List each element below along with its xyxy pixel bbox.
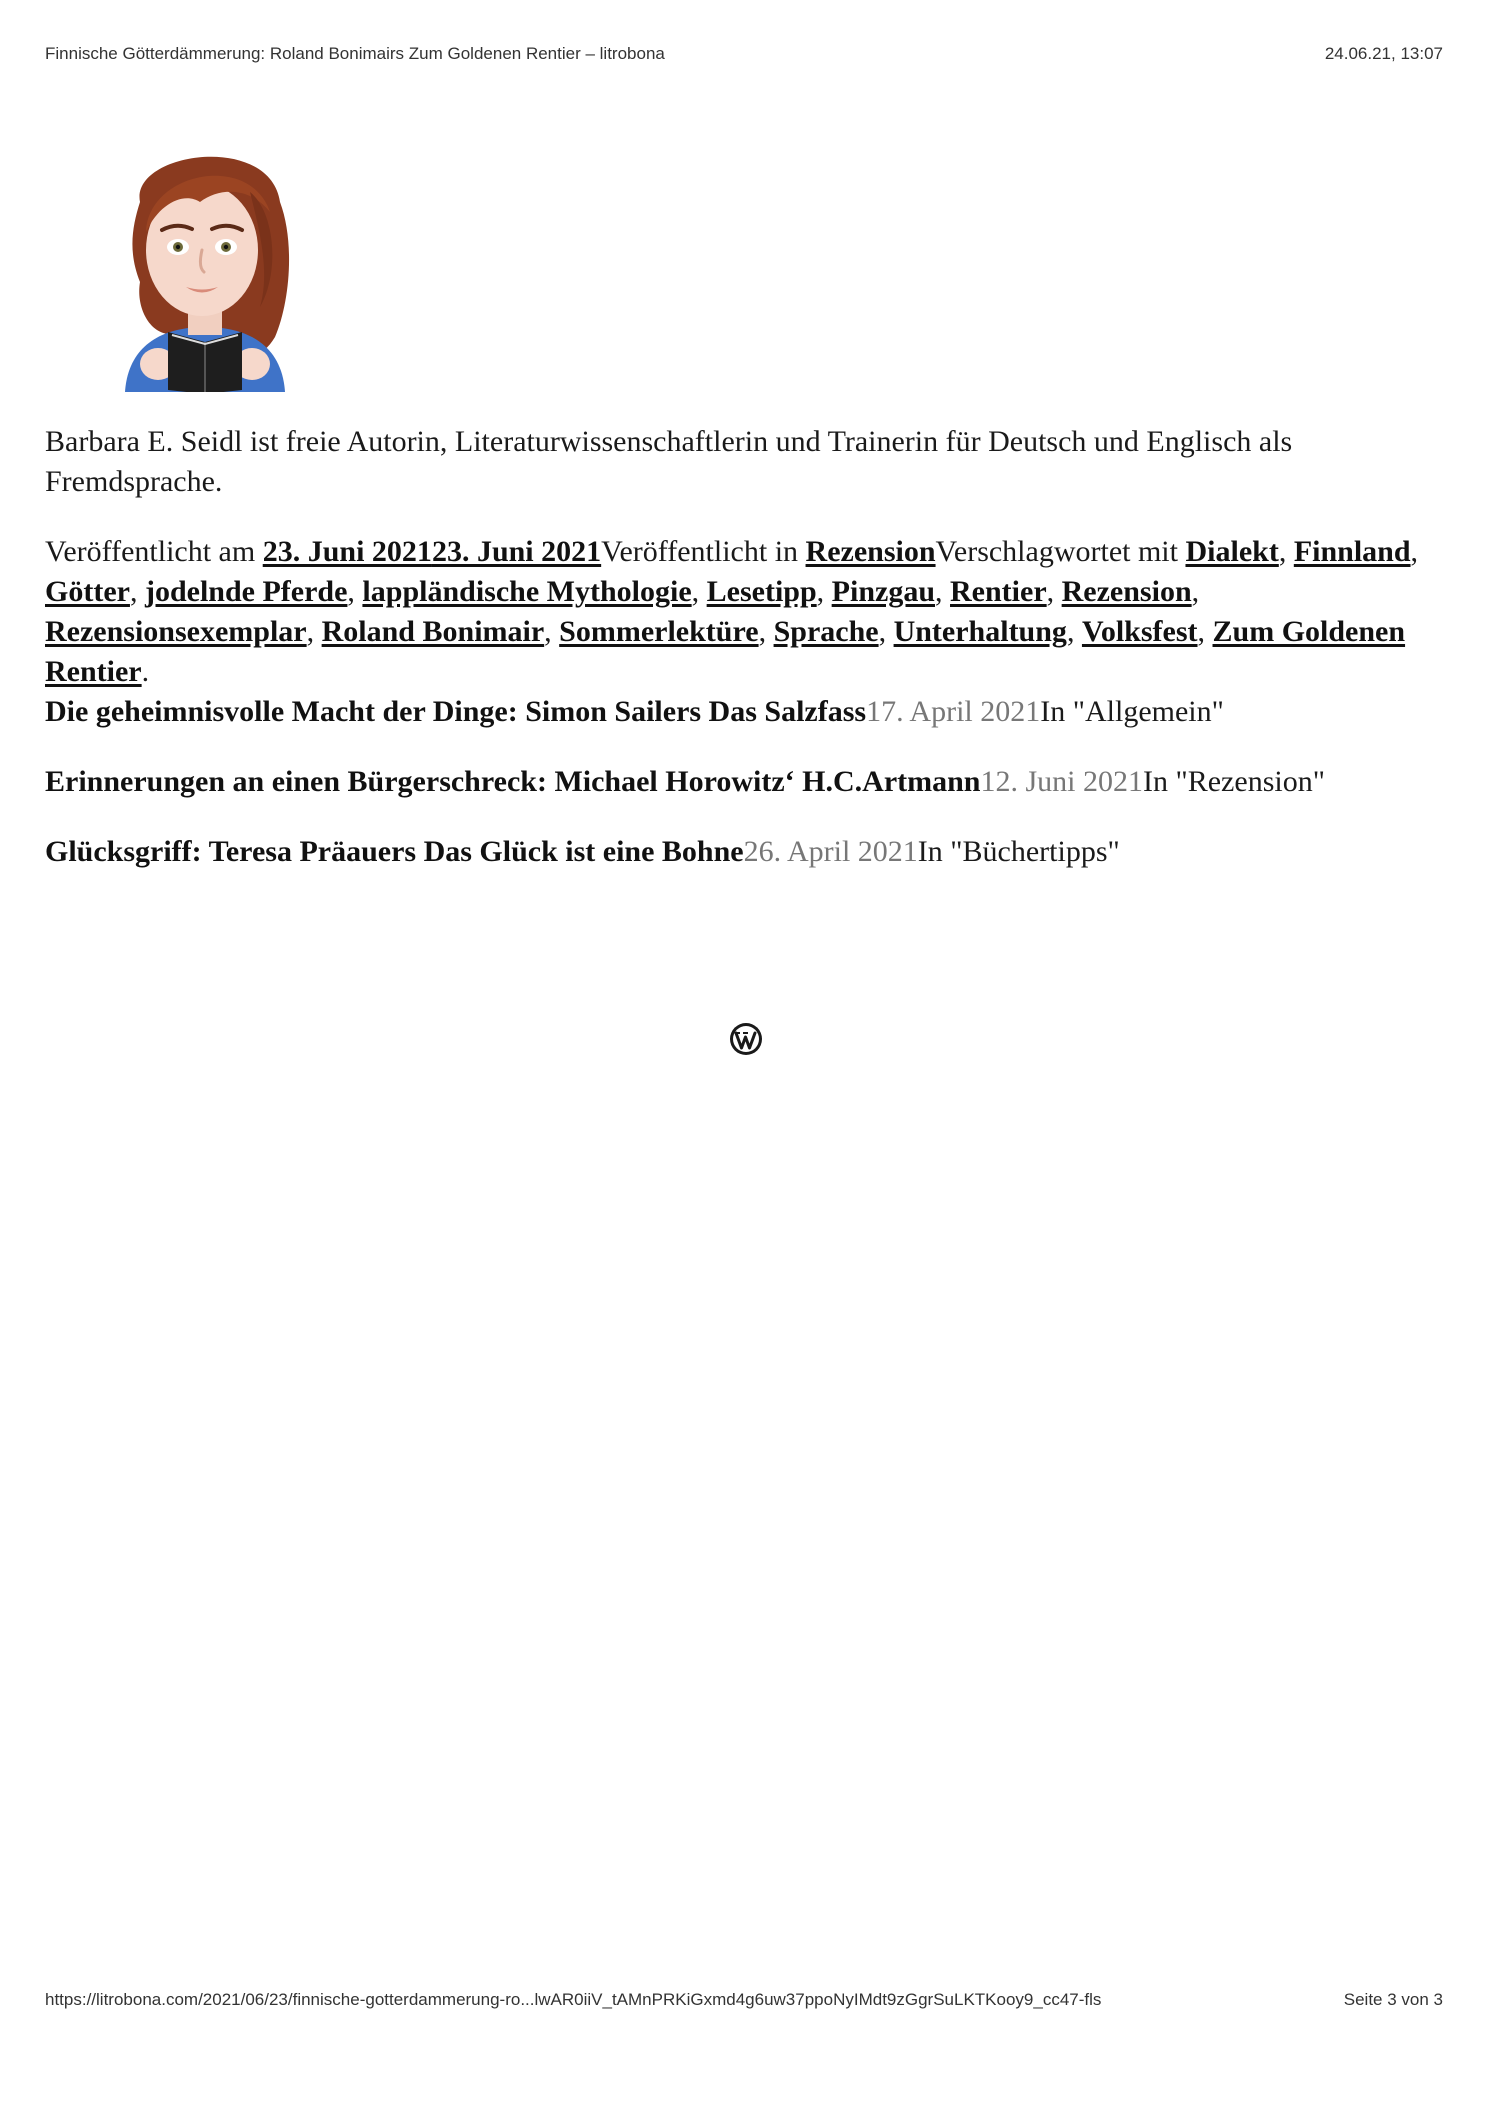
tag-separator: ,	[129, 575, 145, 608]
related-post-context: In "Büchertipps"	[917, 835, 1120, 868]
tag-link[interactable]: Finnland	[1293, 535, 1411, 568]
tag-separator: ,	[1046, 575, 1062, 608]
tag-separator: ,	[1278, 535, 1294, 568]
page-title: Finnische Götterdämmerung: Roland Bonimairs Zum Goldenen Rentier – litrobona	[45, 44, 665, 63]
tag-link[interactable]: Rezension	[1061, 575, 1192, 608]
print-footer	[45, 1990, 1443, 2012]
meta-end-punct: .	[141, 655, 150, 688]
related-post-date: 17. April 2021	[866, 695, 1041, 728]
tag-separator: ,	[691, 575, 707, 608]
related-post-context: In "Rezension"	[1143, 765, 1325, 798]
tag-separator: ,	[347, 575, 363, 608]
tag-separator: ,	[1410, 535, 1419, 568]
related-post	[45, 762, 1425, 802]
print-header	[45, 44, 1443, 66]
related-post	[45, 832, 1425, 872]
tag-separator: ,	[306, 615, 322, 648]
tag-separator: ,	[544, 615, 560, 648]
tag-link[interactable]: lappländische Mythologie	[362, 575, 692, 608]
tag-link[interactable]: Rentier	[950, 575, 1047, 608]
tag-separator: ,	[758, 615, 774, 648]
tag-link[interactable]: Pinzgau	[831, 575, 936, 608]
tag-link[interactable]: Lesetipp	[706, 575, 817, 608]
tag-link[interactable]: Sprache	[773, 615, 879, 648]
tag-link[interactable]: Zum Goldenen Rentier	[45, 615, 1406, 688]
tag-link[interactable]: Rezensionsexemplar	[45, 615, 307, 648]
post-footer-content	[45, 422, 1425, 902]
related-post	[45, 692, 1425, 732]
related-posts	[45, 692, 1425, 872]
tag-separator: ,	[935, 575, 951, 608]
tag-separator: ,	[816, 575, 832, 608]
tag-separator: ,	[878, 615, 894, 648]
published-date: 23. Juni 2021	[262, 535, 432, 568]
category-prefix: Veröffentlicht in	[601, 535, 806, 568]
tag-link[interactable]: Dialekt	[1185, 535, 1279, 568]
related-post-date: 12. Juni 2021	[980, 765, 1143, 798]
related-post-title[interactable]: Erinnerungen an einen Bürgerschreck: Michael Horowitz‘ H.C.Artmann	[45, 765, 981, 798]
print-datetime: 24.06.21, 13:07	[1324, 44, 1443, 63]
author-bio: Barbara E. Seidl ist freie Autorin, Literaturwissenschaftlerin und Trainerin für Deutsch und Englisch als Fremdsprache.	[45, 425, 1293, 498]
tag-separator: ,	[1197, 615, 1213, 648]
category-link[interactable]: Rezension	[805, 535, 936, 568]
wordpress-icon[interactable]	[729, 1022, 763, 1056]
tags-prefix: Verschlagwortet mit	[935, 535, 1186, 568]
tag-link[interactable]: Roland Bonimair	[321, 615, 545, 648]
tag-separator: ,	[1066, 615, 1082, 648]
tag-link[interactable]: Unterhaltung	[893, 615, 1067, 648]
tag-separator: ,	[1191, 575, 1200, 608]
related-post-title[interactable]: Glücksgriff: Teresa Präauers Das Glück ist eine Bohne	[45, 835, 744, 868]
published-prefix: Veröffentlicht am	[45, 535, 263, 568]
post-meta	[45, 532, 1425, 692]
related-post-title[interactable]: Die geheimnisvolle Macht der Dinge: Simon Sailers Das Salzfass	[45, 695, 867, 728]
tag-link[interactable]: Sommerlektüre	[559, 615, 759, 648]
published-date-link[interactable]	[263, 535, 601, 568]
tag-link[interactable]: Volksfest	[1081, 615, 1198, 648]
tag-link[interactable]: Götter	[45, 575, 130, 608]
related-post-date: 26. April 2021	[743, 835, 918, 868]
page-number: Seite 3 von 3	[1343, 1990, 1443, 2009]
page-url: https://litrobona.com/2021/06/23/finnische-gotterdammerung-ro...lwAR0iiV_tAMnPRKiGxmd4g6uw37ppoNyIMdt9zGgrSuLKTKooy9_cc47-fls	[45, 1990, 1102, 2009]
tag-link[interactable]: jodelnde Pferde	[144, 575, 348, 608]
related-post-context: In "Allgemein"	[1040, 695, 1224, 728]
author-avatar	[110, 132, 300, 392]
updated-date: 23. Juni 2021	[431, 535, 602, 568]
